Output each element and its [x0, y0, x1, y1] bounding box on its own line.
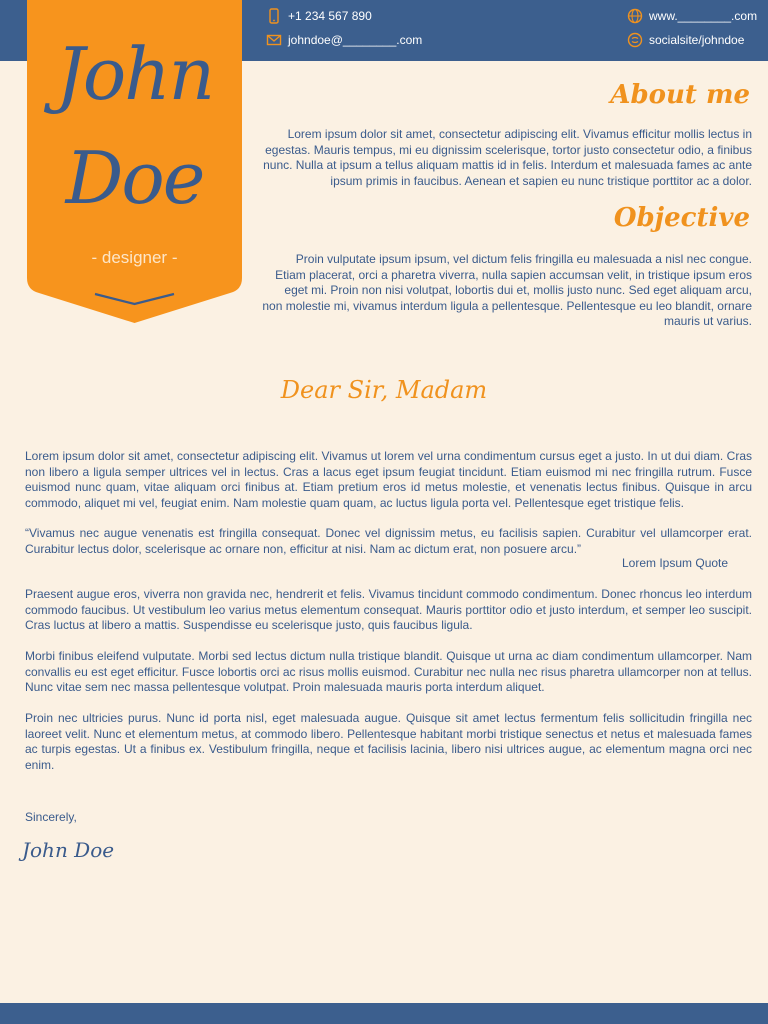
social-text: socialsite/johndoe	[649, 33, 745, 47]
social-icon	[627, 32, 643, 48]
role-label: - designer -	[91, 248, 178, 267]
email-text: johndoe@________.com	[288, 33, 423, 47]
bottom-bar	[0, 1003, 768, 1024]
name-ribbon	[27, 0, 242, 323]
letter-paragraph-4: Proin nec ultricies purus. Nunc id porta nisl, eget malesuada augue. Quisque sit amet lectus fermentum felis sollicitudin fringilla nec laoreet velit. Nunc et elementum metus, at commodo libero. Pellentesque habitant morbi tristique senectus et netus et malesuada fames ac turpis egestas. Ut a finibus ex. Vestibulum fringilla, neque et facilisis lacinia, libero nisi ultrices augue, ac elementum magna orci nec enim.	[25, 711, 752, 772]
last-name: Doe	[65, 136, 204, 220]
phone-icon	[266, 8, 282, 24]
objective-heading: Objective	[613, 203, 750, 233]
letter-quote: “Vivamus nec augue venenatis est fringilla consequat. Donec vel dignissim metus, eu facilisis sapien. Curabitur vel ullamcorper erat. Curabitur lectus dolor, scelerisque ac ornare non, efficitur at nisi. Nam ac dictum erat, non posuere arcu.”	[25, 526, 752, 556]
signature: John Doe	[22, 838, 115, 862]
letter-paragraph-2: Praesent augue eros, viverra non gravida nec, hendrerit et felis. Vivamus tincidunt commodo condimentum. Donec rhoncus leo interdum commodo faucibus. Ut vestibulum leo varius metus elementum consequat. Mauris porttitor odio et justo interdum, et semper leo suscipit. Cras luctus at libero a mattis. Suspendisse eu scelerisque justo, quis faucibus ligula.	[25, 587, 752, 632]
about-text: Lorem ipsum dolor sit amet, consectetur adipiscing elit. Vivamus efficitur mollis lectus in egestas. Mauris tempus, mi eu dignissim scelerisque, tortor justo consectetur odio, a finibus nunc. Nulla at ipsum a tellus aliquam mattis id in felis. Interdum et malesuada fames ac ante ipsum primis in faucibus. Aenean et sapien eu nunc tristique porttitor ac a dolor.	[263, 127, 752, 188]
salutation: Dear Sir, Madam	[280, 376, 488, 404]
envelope-icon	[266, 32, 282, 48]
letter-paragraph-3: Morbi finibus eleifend vulputate. Morbi sed lectus dictum nulla tristique blandit. Quisque ut urna ac diam condimentum ullamcorper. Nam convallis eu est eget efficitur. Fusce lobortis orci ac risus mollis euismod. Curabitur nec nulla nec risus pharetra ullamcorper non at tellus. Nunc vitae sem nec massa pellentesque volutpat. Proin malesuada mauris porta interdum aliquet.	[25, 649, 752, 694]
about-heading: About me	[610, 80, 750, 110]
phone-contact	[266, 8, 372, 24]
closing: Sincerely,	[25, 810, 77, 824]
letter-paragraph-1: Lorem ipsum dolor sit amet, consectetur adipiscing elit. Vivamus ut lorem vel urna condimentum cursus eget a justo. In ut dui diam. Cras non libero a ligula semper ultrices vel in lectus. Cras a lacus eget ipsum feugiat tincidunt. Etiam euismod mi nec fringilla rutrum. Fusce euismod nunc quam, vitae aliquam orci finibus at. Etiam pretium eros id metus molestie, et venenatis lectus finibus. Quisque in arcu commodo, aliquet mi vel, feugiat enim. Nam molestie quam quam, ac luctus ligula porta vel. Pellentesque eget tristique felis.	[25, 449, 752, 510]
first-name: John	[56, 32, 213, 116]
objective-text: Proin vulputate ipsum ipsum, vel dictum felis fringilla eu malesuada a nisl nec congue. Etiam placerat, orci a pharetra viverra, nulla sapien accumsan velit, in tristique ipsum eros eget mi. Proin non nisi volutpat, lobortis dui et, mollis justo nunc. Sed eget aliquam arcu, non molestie mi, vivamus interdum ligula a pellentesque. Pellentesque eu leo blandit, ornare mauris ut varius.	[262, 252, 752, 328]
website-contact	[627, 8, 757, 24]
quote-author: Lorem Ipsum Quote	[622, 556, 729, 570]
globe-icon	[627, 8, 643, 24]
website-text: www.________.com	[649, 9, 758, 23]
phone-text: +1 234 567 890	[288, 9, 372, 23]
social-contact	[627, 32, 744, 48]
email-contact	[266, 32, 422, 48]
